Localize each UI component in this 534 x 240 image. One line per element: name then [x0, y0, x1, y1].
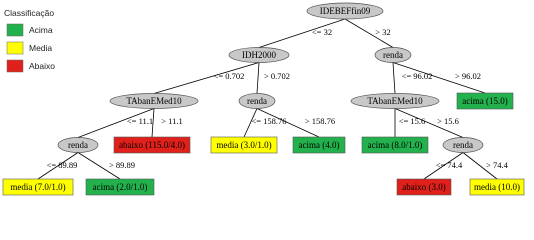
- split-node-idh: [229, 48, 289, 63]
- split-node-renda-rr: [443, 138, 483, 153]
- split-node-taban-r: [351, 94, 439, 109]
- leaf-node-leaf-acima2: [86, 179, 154, 195]
- node-label-root: IDEBEFfin09: [319, 6, 371, 16]
- legend-label-media: Media: [29, 43, 53, 53]
- edge-label-renda-rr-to-leaf-abaixo3: <= 74.4: [435, 160, 463, 170]
- edge-renda-r-to-taban-r: [393, 63, 395, 94]
- edge-label-renda-ll-to-leaf-media7: <= 89.89: [46, 160, 78, 170]
- edge-label-taban-l-to-renda-ll: <= 11.1: [126, 116, 154, 126]
- edge-label-root-to-renda-r: > 32: [375, 27, 391, 37]
- split-node-renda-m: [239, 94, 275, 109]
- leaf-node-leaf-abaixo3: [397, 179, 451, 195]
- node-label-leaf-media7: media (7.0/1.0): [10, 182, 66, 192]
- leaf-node-leaf-media10: [470, 179, 524, 195]
- edge-label-renda-r-to-taban-r: <= 96.02: [401, 71, 433, 81]
- node-label-taban-l: TAbanEMed10: [126, 96, 182, 106]
- edge-label-renda-r-to-leaf-acima15: > 96.02: [454, 71, 482, 81]
- node-label-renda-m: renda: [247, 96, 267, 106]
- node-label-leaf-acima15: acima (15.0): [462, 96, 508, 106]
- edge-label-root-to-idh: <= 32: [311, 27, 333, 37]
- legend: [4, 8, 55, 72]
- node-label-taban-r: TAbanEMed10: [367, 96, 423, 106]
- node-label-renda-ll: renda: [68, 140, 88, 150]
- node-label-leaf-acima8: acima (8.0/1.0): [367, 140, 423, 150]
- edge-label-idh-to-taban-l: <= 0.702: [213, 71, 245, 81]
- leaf-node-leaf-abaixo-l: [114, 137, 190, 153]
- edge-label-renda-ll-to-leaf-acima2: > 89.89: [108, 160, 136, 170]
- legend-label-acima: Acima: [29, 25, 53, 35]
- node-label-leaf-media3: media (3.0/1.0): [216, 140, 272, 150]
- edge-idh-to-renda-m: [257, 63, 259, 94]
- legend-title: Classificação: [4, 8, 55, 18]
- legend-label-abaixo: Abaixo: [29, 61, 55, 71]
- node-label-leaf-abaixo-l: abaixo (115.0/4.0): [119, 140, 185, 150]
- node-label-renda-r: renda: [383, 50, 403, 60]
- edge-label-renda-m-to-leaf-acima4: > 158.76: [304, 116, 336, 126]
- legend-swatch-abaixo: [7, 60, 23, 72]
- leaf-node-leaf-media3: [211, 137, 277, 153]
- node-label-idh: IDH2000: [242, 50, 276, 60]
- edge-label-renda-rr-to-leaf-media10: > 74.4: [486, 160, 508, 170]
- node-label-leaf-media10: media (10.0): [474, 182, 520, 192]
- node-label-leaf-abaixo3: abaixo (3.0): [402, 182, 446, 192]
- node-label-leaf-acima4: acima (4.0): [298, 140, 340, 150]
- edge-label-taban-r-to-renda-rr: > 15.6: [437, 116, 459, 126]
- legend-swatch-acima: [7, 24, 23, 36]
- node-label-renda-rr: renda: [453, 140, 473, 150]
- node-label-leaf-acima2: acima (2.0/1.0): [92, 182, 148, 192]
- legend-swatch-media: [7, 42, 23, 54]
- leaf-node-leaf-acima8: [362, 137, 428, 153]
- split-node-renda-ll: [58, 138, 98, 153]
- edge-label-taban-r-to-leaf-acima8: <= 15.6: [398, 116, 426, 126]
- edge-label-taban-l-to-leaf-abaixo-l: > 11.1: [161, 116, 183, 126]
- leaf-node-leaf-acima4: [293, 137, 345, 153]
- split-node-root: [307, 3, 383, 19]
- split-node-renda-r: [375, 48, 411, 63]
- edge-label-renda-m-to-leaf-media3: <= 158.76: [251, 116, 287, 126]
- split-node-taban-l: [110, 94, 198, 109]
- leaf-node-leaf-media7: [3, 179, 73, 195]
- leaf-node-leaf-acima15: [457, 93, 513, 109]
- edge-label-idh-to-renda-m: > 0.702: [263, 71, 291, 81]
